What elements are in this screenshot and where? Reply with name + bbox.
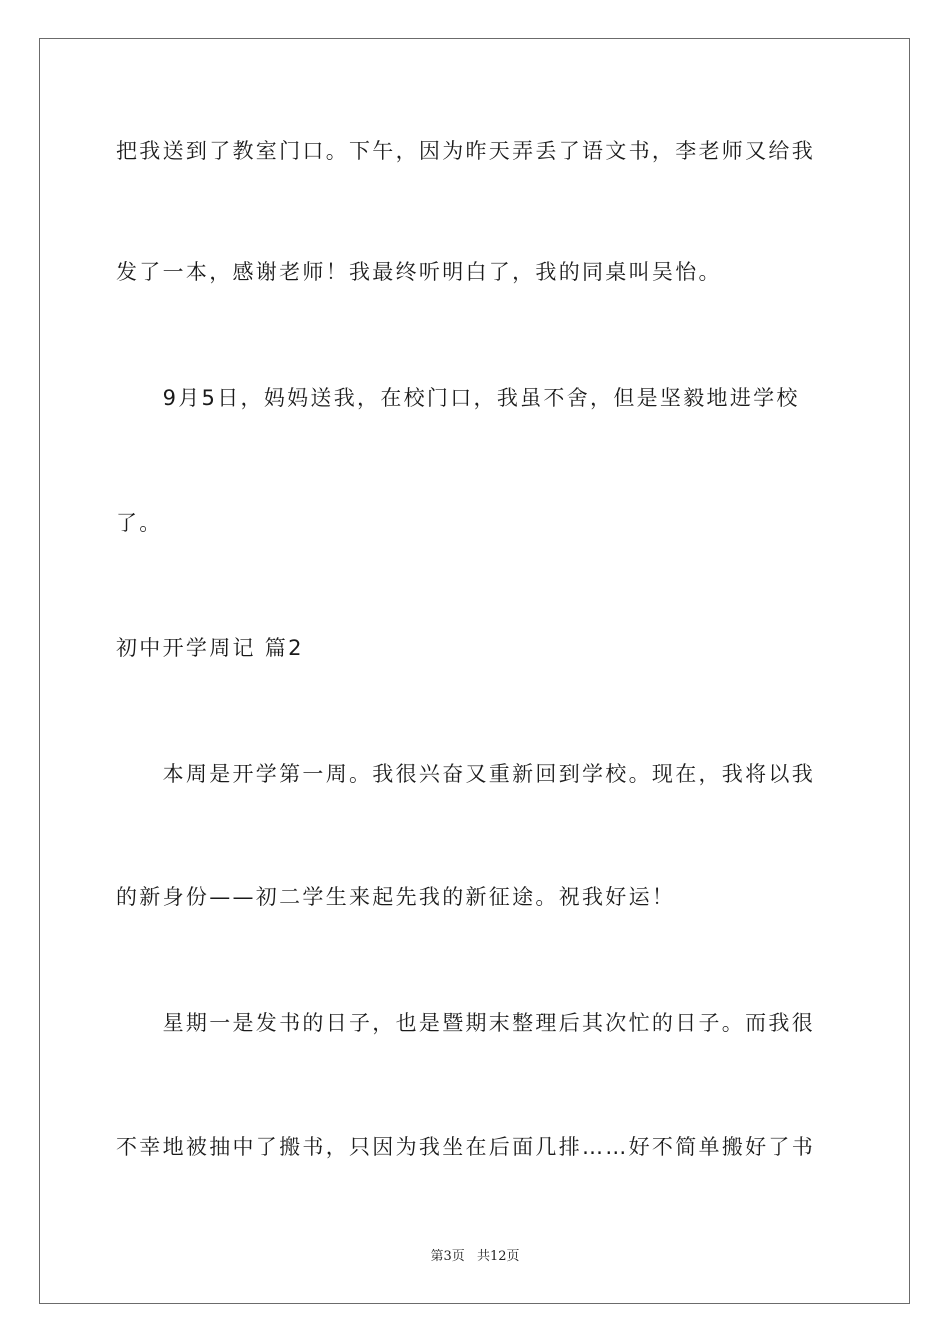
page-total: 共12页: [476, 1249, 520, 1264]
body-line-5: 本周是开学第一周。我很兴奋又重新回到学校。现在，我将以我: [116, 762, 815, 786]
body-line-3: 9月5日，妈妈送我，在校门口，我虽不舍，但是坚毅地进学校: [116, 386, 800, 410]
body-line-2: 发了一本，感谢老师！我最终听明白了，我的同桌叫吴怡。: [116, 260, 722, 284]
body-line-6: 的新身份——初二学生来起先我的新征途。祝我好运！: [116, 885, 676, 909]
body-line-7: 星期一是发书的日子，也是暨期末整理后其次忙的日子。而我很: [116, 1011, 815, 1035]
section-heading: 初中开学周记 篇2: [116, 636, 304, 660]
page-border: [39, 38, 910, 1304]
body-line-4: 了。: [116, 511, 163, 535]
page-footer: [0, 1249, 950, 1265]
page-number: 第3页: [430, 1249, 465, 1264]
body-line-1: 把我送到了教室门口。下午，因为昨天弄丢了语文书，李老师又给我: [116, 139, 815, 163]
body-line-8: 不幸地被抽中了搬书，只因为我坐在后面几排……好不简单搬好了书: [116, 1135, 815, 1159]
